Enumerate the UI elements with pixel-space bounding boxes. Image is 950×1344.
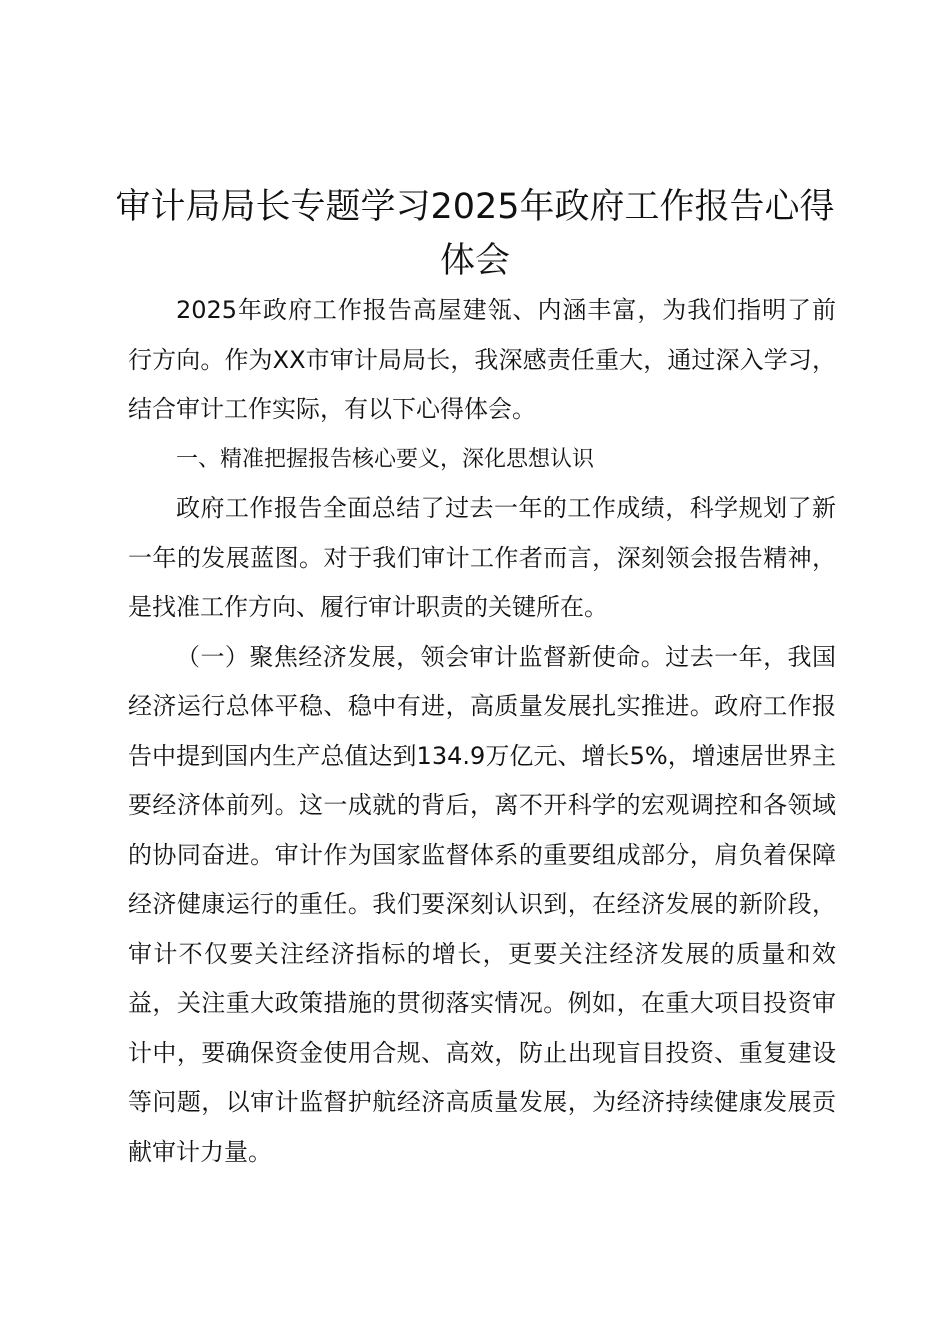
subsection-paragraph: （一）聚焦经济发展，领会审计监督新使命。过去一年，我国经济运行总体平稳、稳中有进，高质量发展扎实推进。政府工作报告中提到国内生产总值达到134.9万亿元、增长5%，增速居世界主要经济体前列。这一成就的背后，离不开科学的宏观调控和各领域的协同奋进。审计作为国家监督体系的重要组成部分，肩负着保障经济健康运行的重任。我们要深刻认识到，在经济发展的新阶段，审计不仅要关注经济指标的增长，更要关注经济发展的质量和效益，关注重大政策措施的贯彻落实情况。例如，在重大项目投资审计中，要确保资金使用合规、高效，防止出现盲目投资、重复建设等问题，以审计监督护航经济高质量发展，为经济持续健康发展贡献审计力量。 [128, 642, 836, 1166]
intro-paragraph: 2025年政府工作报告高屋建瓴、内涵丰富，为我们指明了前行方向。作为XX市审计局局长，我深感责任重大，通过深入学习，结合审计工作实际，有以下心得体会。 [128, 296, 836, 423]
section-paragraph: 政府工作报告全面总结了过去一年的工作成绩，科学规划了新一年的发展蓝图。对于我们审计工作者而言，深刻领会报告精神，是找准工作方向、履行审计职责的关键所在。 [128, 494, 836, 621]
section-heading: 一、精准把握报告核心要义，深化思想认识 [176, 446, 595, 472]
document-title: 审计局局长专题学习2025年政府工作报告心得体会 [115, 187, 835, 281]
document-body [128, 286, 836, 1177]
